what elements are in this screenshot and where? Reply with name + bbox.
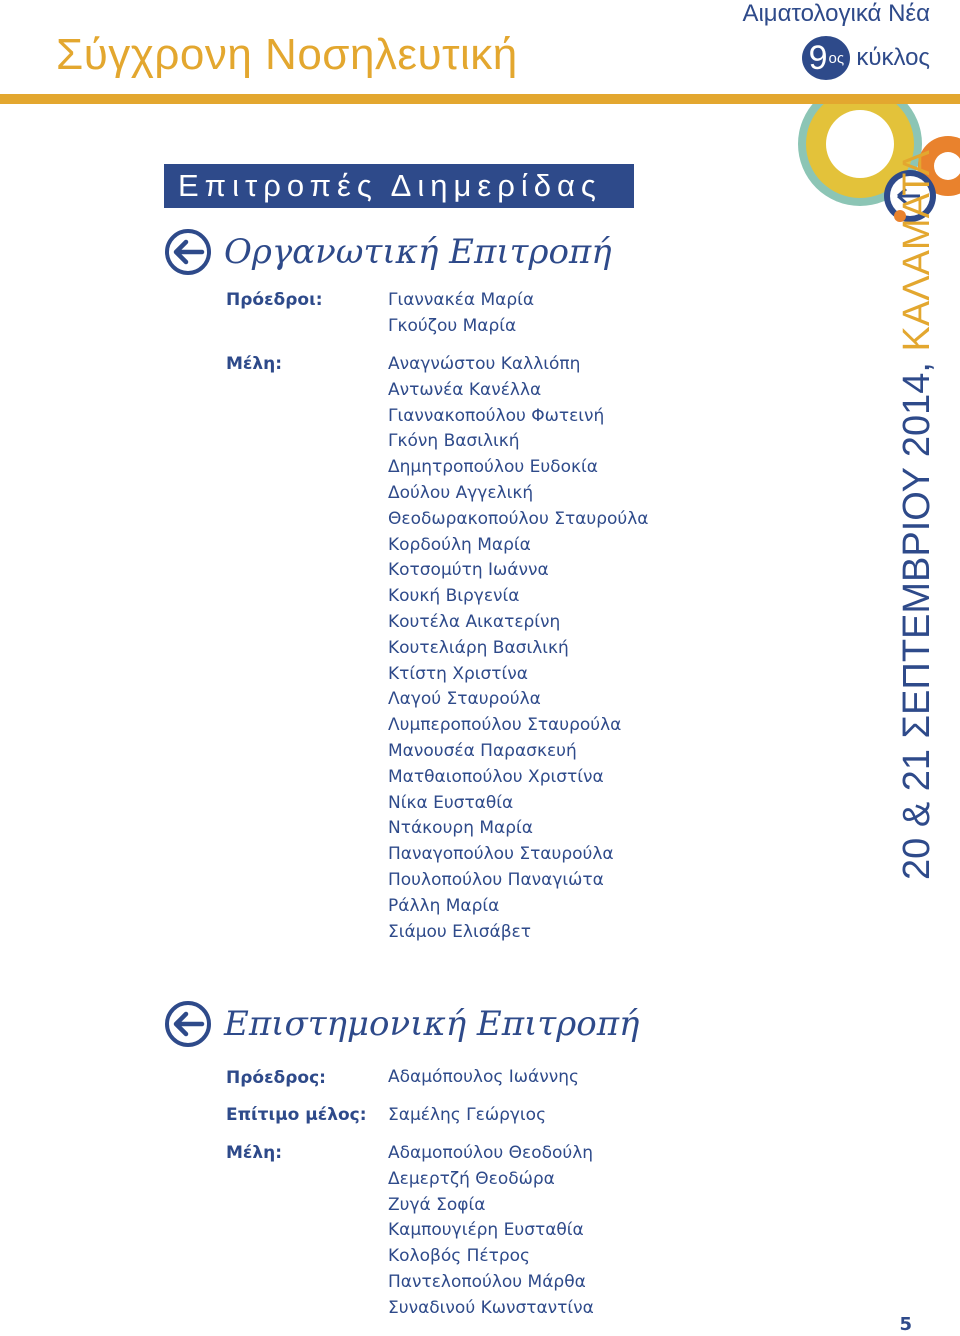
arrow-circle-icon — [164, 1000, 212, 1048]
event-date: 20 & 21 ΣΕΠΤΕΜΒΡΙΟΥ 2014, — [896, 351, 938, 880]
list-item: Ράλλη Μαρία — [388, 895, 500, 916]
list-item: Ματθαιοπούλου Χριστίνα — [388, 766, 604, 787]
section-banner: Επιτροπές Διημερίδας — [164, 164, 634, 208]
list-item: Συναδινού Κωνσταντίνα — [388, 1297, 594, 1318]
list-item: Λαγού Σταυρούλα — [388, 689, 541, 710]
list-item: Αδαμοπούλου Θεοδούλη — [388, 1143, 594, 1163]
scientific-committee-title: Επιστημονική Επιτροπή — [224, 1004, 640, 1044]
header-rule — [0, 94, 960, 104]
chairs-list — [388, 288, 534, 340]
list-item: Γκούζου Μαρία — [388, 315, 517, 336]
list-item: Αναγνώστου Καλλιόπη — [388, 354, 581, 374]
list-item: Θεοδωρακοπούλου Σταυρούλα — [388, 508, 649, 529]
list-item: Γιαννακέα Μαρία — [388, 290, 535, 310]
list-item: Ντάκουρη Μαρία — [388, 818, 534, 839]
members-label: Μέλη: — [226, 354, 283, 374]
honorary-member-label: Επίτιμο μέλος: — [226, 1105, 367, 1125]
list-item: Παντελοπούλου Μάρθα — [388, 1271, 586, 1292]
list-item: Κολοβός Πέτρος — [388, 1246, 531, 1267]
chair-label: Πρόεδρος: — [226, 1068, 326, 1088]
chairs-label: Πρόεδροι: — [226, 290, 323, 310]
list-item: Παναγοπούλου Σταυρούλα — [388, 844, 614, 865]
organizing-committee-title: Οργανωτική Επιτροπή — [224, 232, 612, 272]
event-date-vertical — [895, 150, 939, 880]
event-city: ΚΑΛΑΜΑΤΑ — [896, 150, 938, 352]
list-item: Σαμέλης Γεώργιος — [388, 1105, 547, 1125]
scientific-members-label: Μέλη: — [226, 1143, 283, 1163]
list-item: Αδαμόπουλος Ιωάννης — [388, 1067, 579, 1087]
list-item: Δούλου Αγγελική — [388, 482, 534, 503]
list-item: Ζυγά Σοφία — [388, 1194, 486, 1215]
page-header-title: Σύγχρονη Νοσηλευτική — [56, 30, 518, 79]
list-item: Δημητροπούλου Ευδοκία — [388, 457, 598, 478]
list-item: Σιάμου Ελισάβετ — [388, 921, 531, 942]
edition-label — [802, 36, 930, 80]
list-item: Δεμερτζή Θεοδώρα — [388, 1168, 555, 1189]
list-item: Μανουσέα Παρασκευή — [388, 740, 577, 761]
list-item: Γκόνη Βασιλική — [388, 431, 520, 452]
chair-list — [388, 1065, 579, 1091]
list-item: Κουκή Βιργενία — [388, 586, 520, 607]
scientific-committee-heading — [164, 1000, 639, 1048]
list-item: Κουτέλα Αικατερίνη — [388, 611, 561, 632]
edition-badge: 9 ος — [802, 36, 850, 80]
list-item: Πουλοπούλου Παναγιώτα — [388, 869, 604, 890]
organizing-committee-heading — [164, 228, 612, 276]
edition-text: κύκλος — [856, 44, 930, 71]
honorary-member-list — [388, 1103, 546, 1129]
series-name: Αιματολογικά Νέα — [742, 0, 930, 27]
list-item: Κορδούλη Μαρία — [388, 534, 531, 555]
list-item: Καμπουγιέρη Ευσταθία — [388, 1220, 584, 1241]
list-item: Λυμπεροπούλου Σταυρούλα — [388, 715, 622, 736]
members-list — [388, 352, 649, 945]
list-item: Αντωνέα Κανέλλα — [388, 379, 542, 400]
list-item: Κτίστη Χριστίνα — [388, 663, 528, 684]
arrow-circle-icon — [164, 228, 212, 276]
list-item: Κουτελιάρη Βασιλική — [388, 637, 569, 658]
list-item: Γιαννακοπούλου Φωτεινή — [388, 405, 605, 426]
page-number: 5 — [899, 1314, 912, 1335]
scientific-members-list — [388, 1141, 594, 1322]
list-item: Κοτσομύτη Ιωάννα — [388, 560, 549, 581]
list-item: Νίκα Ευσταθία — [388, 792, 514, 813]
